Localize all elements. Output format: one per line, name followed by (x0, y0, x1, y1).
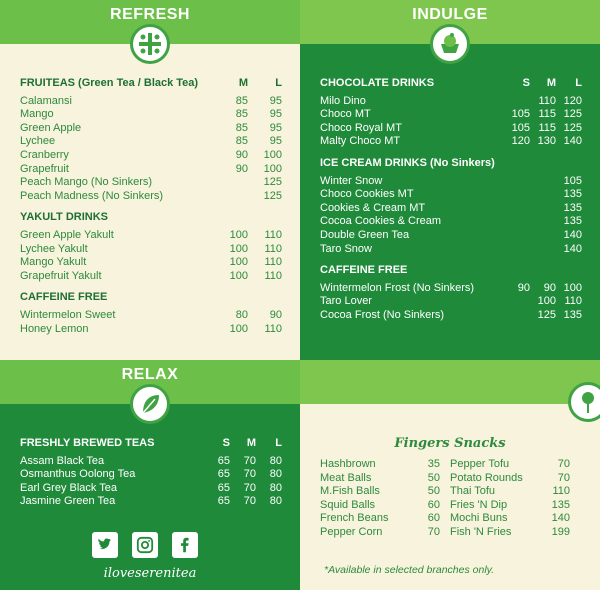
item-name: Cocoa Cookies & Cream (320, 215, 442, 228)
lollipop-icon (568, 382, 600, 422)
relax-menu (20, 437, 282, 509)
item-price: 110 (564, 295, 582, 308)
menu-item (320, 95, 582, 109)
section-title: CAFFEINE FREE (320, 264, 408, 277)
snack-price: 35 (427, 458, 440, 470)
section-title: FRESHLY BREWED TEAS (20, 437, 155, 449)
item-price: 100 (229, 242, 248, 255)
item-price: 90 (269, 308, 282, 321)
section-gap (320, 149, 582, 157)
item-price (504, 188, 530, 202)
item-price: 140 (563, 228, 582, 241)
menu-item (320, 108, 582, 122)
item-price: 125 (537, 308, 556, 321)
snack-item (450, 485, 570, 499)
leaf-pattern-icon (130, 24, 170, 64)
snacks-panel (300, 360, 600, 590)
item-price: 85 (235, 108, 248, 121)
item-name: Cocoa Frost (No Sinkers) (320, 308, 445, 321)
item-price: 110 (538, 94, 556, 107)
snack-name: Pepper Corn (320, 525, 383, 538)
item-price: 85 (235, 135, 248, 148)
item-name: Peach Mango (No Sinkers) (20, 176, 153, 189)
section-gap (20, 283, 282, 291)
item-name: Taro Lover (320, 295, 372, 308)
social-handle: iloveserenitea (103, 566, 197, 581)
item-name: Green Apple (20, 121, 82, 134)
item-name: Malty Choco MT (320, 135, 401, 148)
item-name: Osmanthus Oolong Tea (20, 468, 136, 481)
item-price (504, 202, 530, 216)
item-price: 100 (229, 322, 248, 335)
menu-item (20, 243, 282, 257)
item-price: 85 (235, 121, 248, 134)
social-icons (92, 532, 198, 558)
size-header (248, 211, 282, 225)
item-price: 85 (235, 94, 248, 107)
snack-name: Thai Tofu (450, 485, 496, 498)
item-price: 95 (269, 121, 282, 134)
menu-item (20, 229, 282, 243)
item-name: Wintermelon Frost (No Sinkers) (320, 281, 475, 294)
snacks-left-column (320, 458, 440, 540)
item-name: Choco Cookies MT (320, 188, 414, 201)
size-header: M (238, 77, 248, 89)
snack-item (450, 526, 570, 540)
item-price: 135 (563, 308, 582, 321)
section-header (320, 264, 582, 278)
twitter-icon[interactable] (92, 532, 118, 558)
menu-item (320, 215, 582, 229)
snacks-title: Fingers Snacks (394, 436, 506, 451)
menu-item (20, 149, 282, 163)
item-price: 105 (563, 174, 582, 187)
size-header (248, 291, 282, 305)
item-name: Choco MT (320, 108, 371, 121)
menu-item (320, 229, 582, 243)
size-header: L (275, 437, 282, 449)
item-price: 70 (243, 454, 256, 467)
item-price: 80 (269, 481, 282, 494)
item-price: 135 (563, 188, 582, 201)
size-header: L (575, 77, 582, 89)
menu-item (320, 122, 582, 136)
menu-item (320, 188, 582, 202)
item-name: Mango (20, 108, 54, 121)
menu-item (20, 108, 282, 122)
item-price: 65 (217, 481, 230, 494)
item-name: Grapefruit (20, 162, 69, 175)
section-gap (20, 203, 282, 211)
item-price: 95 (269, 94, 282, 107)
item-price (504, 295, 530, 309)
size-header (224, 291, 248, 305)
snack-item (450, 458, 570, 472)
item-price: 90 (235, 162, 248, 175)
section-gap (320, 256, 582, 264)
item-name: Choco Royal MT (320, 121, 402, 134)
snacks-right-column (450, 458, 570, 540)
item-name: Wintermelon Sweet (20, 308, 116, 321)
snack-name: French Beans (320, 512, 389, 525)
size-header (530, 264, 556, 278)
item-price: 65 (217, 468, 230, 481)
section-header (320, 77, 582, 91)
item-price: 125 (563, 108, 582, 121)
menu-item (320, 202, 582, 216)
snack-name: Squid Balls (320, 498, 376, 511)
item-price: 80 (269, 454, 282, 467)
snack-name: M.Fish Balls (320, 485, 380, 498)
availability-note: *Available in selected branches only. (324, 564, 495, 576)
section-header (20, 77, 282, 91)
menu-item (20, 309, 282, 323)
size-header: M (546, 77, 556, 89)
relax-title: RELAX (121, 366, 179, 383)
snack-name: Pepper Tofu (450, 458, 510, 470)
snack-item (320, 458, 440, 472)
snack-price: 50 (427, 471, 440, 484)
snack-item (450, 472, 570, 486)
snack-name: Mochi Buns (450, 512, 508, 525)
item-price: 110 (264, 269, 282, 282)
item-price (504, 243, 530, 257)
item-price: 70 (243, 481, 256, 494)
leaf-icon (130, 384, 170, 424)
item-price (224, 176, 248, 190)
item-price (504, 215, 530, 229)
item-price: 100 (229, 269, 248, 282)
item-price: 115 (538, 121, 556, 134)
section-title: CAFFEINE FREE (20, 291, 108, 304)
snack-price: 140 (551, 512, 570, 525)
snack-name: Fish 'N Fries (450, 525, 512, 538)
section-title: FRUITEAS (Green Tea / Black Tea) (20, 77, 199, 89)
item-price (530, 175, 556, 189)
item-price: 115 (538, 108, 556, 121)
item-name: Green Apple Yakult (20, 228, 114, 241)
indulge-title: INDULGE (412, 6, 488, 23)
instagram-icon[interactable] (132, 532, 158, 558)
item-price: 65 (217, 495, 230, 508)
size-header: S (222, 437, 230, 449)
size-header (530, 157, 556, 171)
item-price: 80 (235, 308, 248, 321)
snack-price: 70 (427, 525, 440, 538)
menu-item (320, 175, 582, 189)
item-price: 80 (269, 468, 282, 481)
snack-price: 60 (427, 512, 440, 525)
indulge-panel (300, 0, 600, 360)
snack-price: 70 (557, 471, 570, 484)
item-name: Calamansi (20, 94, 72, 107)
item-name: Lychee (20, 135, 56, 148)
section-header (320, 157, 582, 171)
item-price: 70 (243, 468, 256, 481)
menu-item (20, 468, 282, 482)
item-price (530, 229, 556, 243)
menu-item (20, 163, 282, 177)
item-price: 100 (537, 295, 556, 308)
snack-price: 199 (551, 525, 570, 538)
item-price: 135 (563, 201, 582, 214)
section-header (20, 211, 282, 225)
snack-name: Meat Balls (320, 471, 372, 484)
section-title: ICE CREAM DRINKS (No Sinkers) (320, 156, 495, 169)
item-price: 105 (511, 121, 530, 134)
refresh-title: REFRESH (110, 6, 190, 23)
size-header: L (275, 77, 282, 89)
size-header (224, 211, 248, 225)
item-price: 130 (537, 135, 556, 148)
item-price (504, 309, 530, 323)
item-price: 140 (563, 242, 582, 255)
item-name: Cookies & Cream MT (320, 201, 426, 214)
section-header (20, 291, 282, 305)
facebook-icon[interactable] (172, 532, 198, 558)
item-price (530, 188, 556, 202)
item-name: Taro Snow (320, 242, 372, 255)
item-price: 80 (269, 495, 282, 508)
menu-item (20, 495, 282, 509)
size-header (504, 264, 530, 278)
item-price: 125 (263, 189, 282, 202)
item-price: 95 (269, 135, 282, 148)
item-name: Milo Dino (320, 94, 366, 107)
dessert-icon (430, 24, 470, 64)
menu-item (20, 190, 282, 204)
item-price (530, 243, 556, 257)
snack-price: 50 (427, 485, 440, 498)
refresh-menu (20, 77, 282, 336)
snack-name: Hashbrown (320, 458, 376, 470)
snack-item (320, 472, 440, 486)
item-name: Honey Lemon (20, 322, 89, 335)
snack-item (320, 526, 440, 540)
menu-item (20, 122, 282, 136)
size-header (504, 157, 530, 171)
item-price: 110 (264, 256, 282, 269)
snack-price: 70 (557, 458, 570, 470)
item-price: 120 (563, 94, 582, 107)
snack-name: Fries 'N Dip (450, 498, 508, 511)
snack-item (450, 499, 570, 513)
item-price (504, 95, 530, 109)
menu-item (20, 135, 282, 149)
item-price (504, 229, 530, 243)
item-price: 135 (563, 215, 582, 228)
menu-item (320, 243, 582, 257)
item-price: 100 (563, 281, 582, 294)
menu-item (20, 455, 282, 469)
menu-item (20, 482, 282, 496)
size-header (556, 157, 582, 171)
section-title: CHOCOLATE DRINKS (320, 77, 435, 89)
snack-item (450, 512, 570, 526)
snack-price: 135 (551, 498, 570, 511)
item-name: Mango Yakult (20, 256, 87, 269)
size-header (556, 264, 582, 278)
indulge-menu (320, 77, 582, 323)
item-price: 65 (217, 454, 230, 467)
item-price: 95 (269, 108, 282, 121)
menu-item (20, 176, 282, 190)
item-price: 90 (235, 148, 248, 161)
item-name: Assam Black Tea (20, 454, 105, 467)
item-price: 90 (517, 281, 530, 294)
relax-panel (0, 360, 300, 590)
snack-price: 60 (427, 498, 440, 511)
item-price: 100 (229, 228, 248, 241)
item-price: 100 (263, 162, 282, 175)
item-name: Lychee Yakult (20, 242, 88, 255)
menu-item (20, 323, 282, 337)
item-price (224, 190, 248, 204)
menu-item (20, 270, 282, 284)
menu-item (320, 135, 582, 149)
section-header (20, 437, 282, 451)
item-name: Jasmine Green Tea (20, 495, 116, 508)
item-name: Double Green Tea (320, 228, 410, 241)
item-price: 100 (229, 256, 248, 269)
item-price: 110 (264, 242, 282, 255)
menu-item (320, 295, 582, 309)
item-name: Peach Madness (No Sinkers) (20, 189, 164, 202)
menu-item (20, 256, 282, 270)
snacks-band (300, 360, 600, 404)
refresh-panel (0, 0, 300, 360)
item-name: Winter Snow (320, 174, 383, 187)
snack-name: Potato Rounds (450, 471, 523, 484)
item-price: 140 (563, 135, 582, 148)
section-title: YAKULT DRINKS (20, 211, 109, 224)
item-name: Grapefruit Yakult (20, 269, 102, 282)
snack-item (320, 499, 440, 513)
item-price (504, 175, 530, 189)
size-header: M (246, 437, 256, 449)
item-price: 125 (563, 121, 582, 134)
menu-item (20, 95, 282, 109)
item-price: 120 (511, 135, 530, 148)
snack-item (320, 512, 440, 526)
item-price: 70 (243, 495, 256, 508)
item-price: 125 (263, 176, 282, 189)
item-price: 90 (543, 281, 556, 294)
item-price: 105 (511, 108, 530, 121)
item-price: 110 (264, 322, 282, 335)
item-price: 100 (263, 148, 282, 161)
item-price (530, 215, 556, 229)
menu-item (320, 309, 582, 323)
item-name: Cranberry (20, 148, 69, 161)
snack-price: 110 (552, 485, 570, 498)
item-name: Earl Grey Black Tea (20, 481, 118, 494)
size-header: S (522, 77, 530, 89)
snacks-list (320, 458, 570, 540)
menu-item (320, 282, 582, 296)
item-price: 110 (264, 228, 282, 241)
snack-item (320, 485, 440, 499)
item-price (530, 202, 556, 216)
